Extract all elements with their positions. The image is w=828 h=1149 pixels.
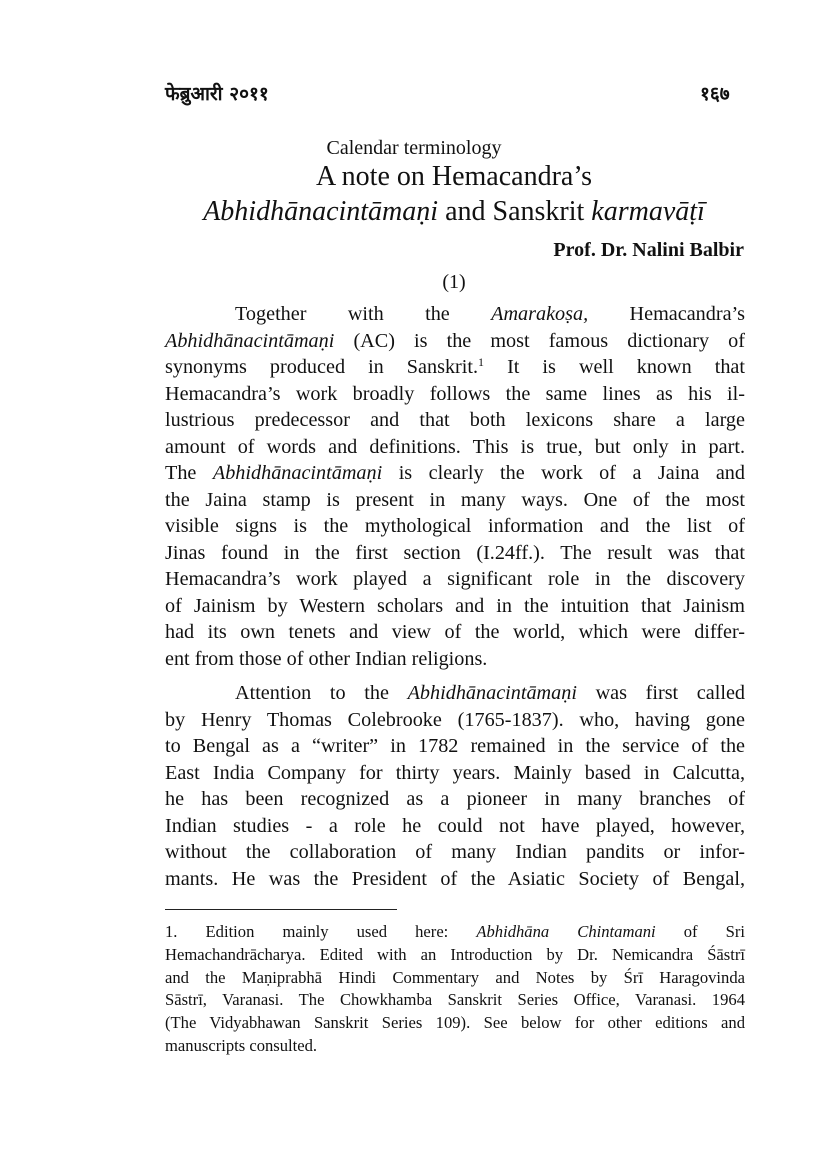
running-header-date: फेब्रुआरी २०११ xyxy=(165,83,269,105)
paragraph-line: by Henry Thomas Colebrooke (1765-1837). who, having gone xyxy=(165,708,745,731)
paragraph-line: ent from those of other Indian religions. xyxy=(165,647,488,670)
paragraph-line: Indian studies - a role he could not have played, however, xyxy=(165,814,745,837)
paragraph-line: lustrious predecessor and that both lexicons share a large xyxy=(165,409,745,431)
author-byline: Prof. Dr. Nalini Balbir xyxy=(553,239,744,261)
paragraph-line: Jinas found in the first section (I.24ff.). The result was that xyxy=(165,541,745,564)
footnote-line: (The Vidyabhawan Sanskrit Series 109). See below for other editions and xyxy=(165,1013,745,1033)
paragraph-line: had its own tenets and view of the world, which were differ- xyxy=(165,621,745,643)
paragraph-line: Together with the Amarakoṣa, Hemacandra’s xyxy=(235,303,745,325)
title-italic-abhidhana: Abhidhānacintāmaṇi xyxy=(203,196,439,227)
section-number: (1) xyxy=(442,271,466,293)
article-title-line-2 xyxy=(0,196,828,228)
paragraph-line: to Bengal as a “writer” in 1782 remained in the service of the xyxy=(165,735,745,757)
paragraph-line: visible signs is the mythological information and the list of xyxy=(165,515,745,537)
footnote-divider xyxy=(165,909,397,910)
footnote-line: and the Maṇiprabhā Hindi Commentary and Notes by Śrī Haragovinda xyxy=(165,967,745,987)
paragraph-line: amount of words and definitions. This is true, but only in part. xyxy=(165,435,745,458)
paragraph-line: mants. He was the President of the Asiatic Society of Bengal, xyxy=(165,867,745,890)
paragraph-line: The Abhidhānacintāmaṇi is clearly the work of a Jaina and xyxy=(165,462,745,484)
article-title-line-1: A note on Hemacandra’s xyxy=(315,161,593,192)
article-kicker: Calendar terminology xyxy=(326,137,502,159)
footnote xyxy=(165,921,745,1058)
footnote-line: Sāstrī, Varanasi. The Chowkhamba Sanskrit Series Office, Varanasi. 1964 xyxy=(165,990,745,1010)
footnote-line: 1. Edition mainly used here: Abhidhāna Chintamani of Sri xyxy=(165,922,746,941)
paragraph-line: Hemacandra’s work played a significant role in the discovery xyxy=(165,568,745,590)
footnote-line: Hemachandrācharya. Edited with an Introduction by Dr. Nemicandra Śāstrī xyxy=(165,944,745,964)
title-plain-text: and Sanskrit xyxy=(438,196,592,227)
footnote-ref: 1 xyxy=(478,355,485,369)
paragraph-line: synonyms produced in Sanskrit.$^1$ It is well known that xyxy=(165,355,745,378)
page-number: १६७ xyxy=(700,83,730,105)
paragraph-line: Hemacandra’s work broadly follows the same lines as his il- xyxy=(165,382,745,405)
paragraph-line: he has been recognized as a pioneer in many branches of xyxy=(165,788,745,810)
paragraph-line: of Jainism by Western scholars and in the intuition that Jainism xyxy=(165,594,745,617)
paragraph-line: the Jaina stamp is present in many ways. One of the most xyxy=(165,488,745,511)
title-italic-karmavati: karmavāṭī xyxy=(591,196,705,227)
paragraph-line: Attention to the Abhidhānacintāmaṇi was first called xyxy=(235,682,746,704)
paragraph-line: without the collaboration of many Indian pandits or infor- xyxy=(165,841,745,863)
paragraph-line: East India Company for thirty years. Mainly based in Calcutta, xyxy=(165,761,745,784)
paragraph-line: Abhidhānacintāmaṇi (AC) is the most famous dictionary of xyxy=(165,329,745,352)
footnote-line: manuscripts consulted. xyxy=(165,1035,318,1055)
paragraph-1 xyxy=(165,301,745,672)
paragraph-2 xyxy=(165,680,745,892)
